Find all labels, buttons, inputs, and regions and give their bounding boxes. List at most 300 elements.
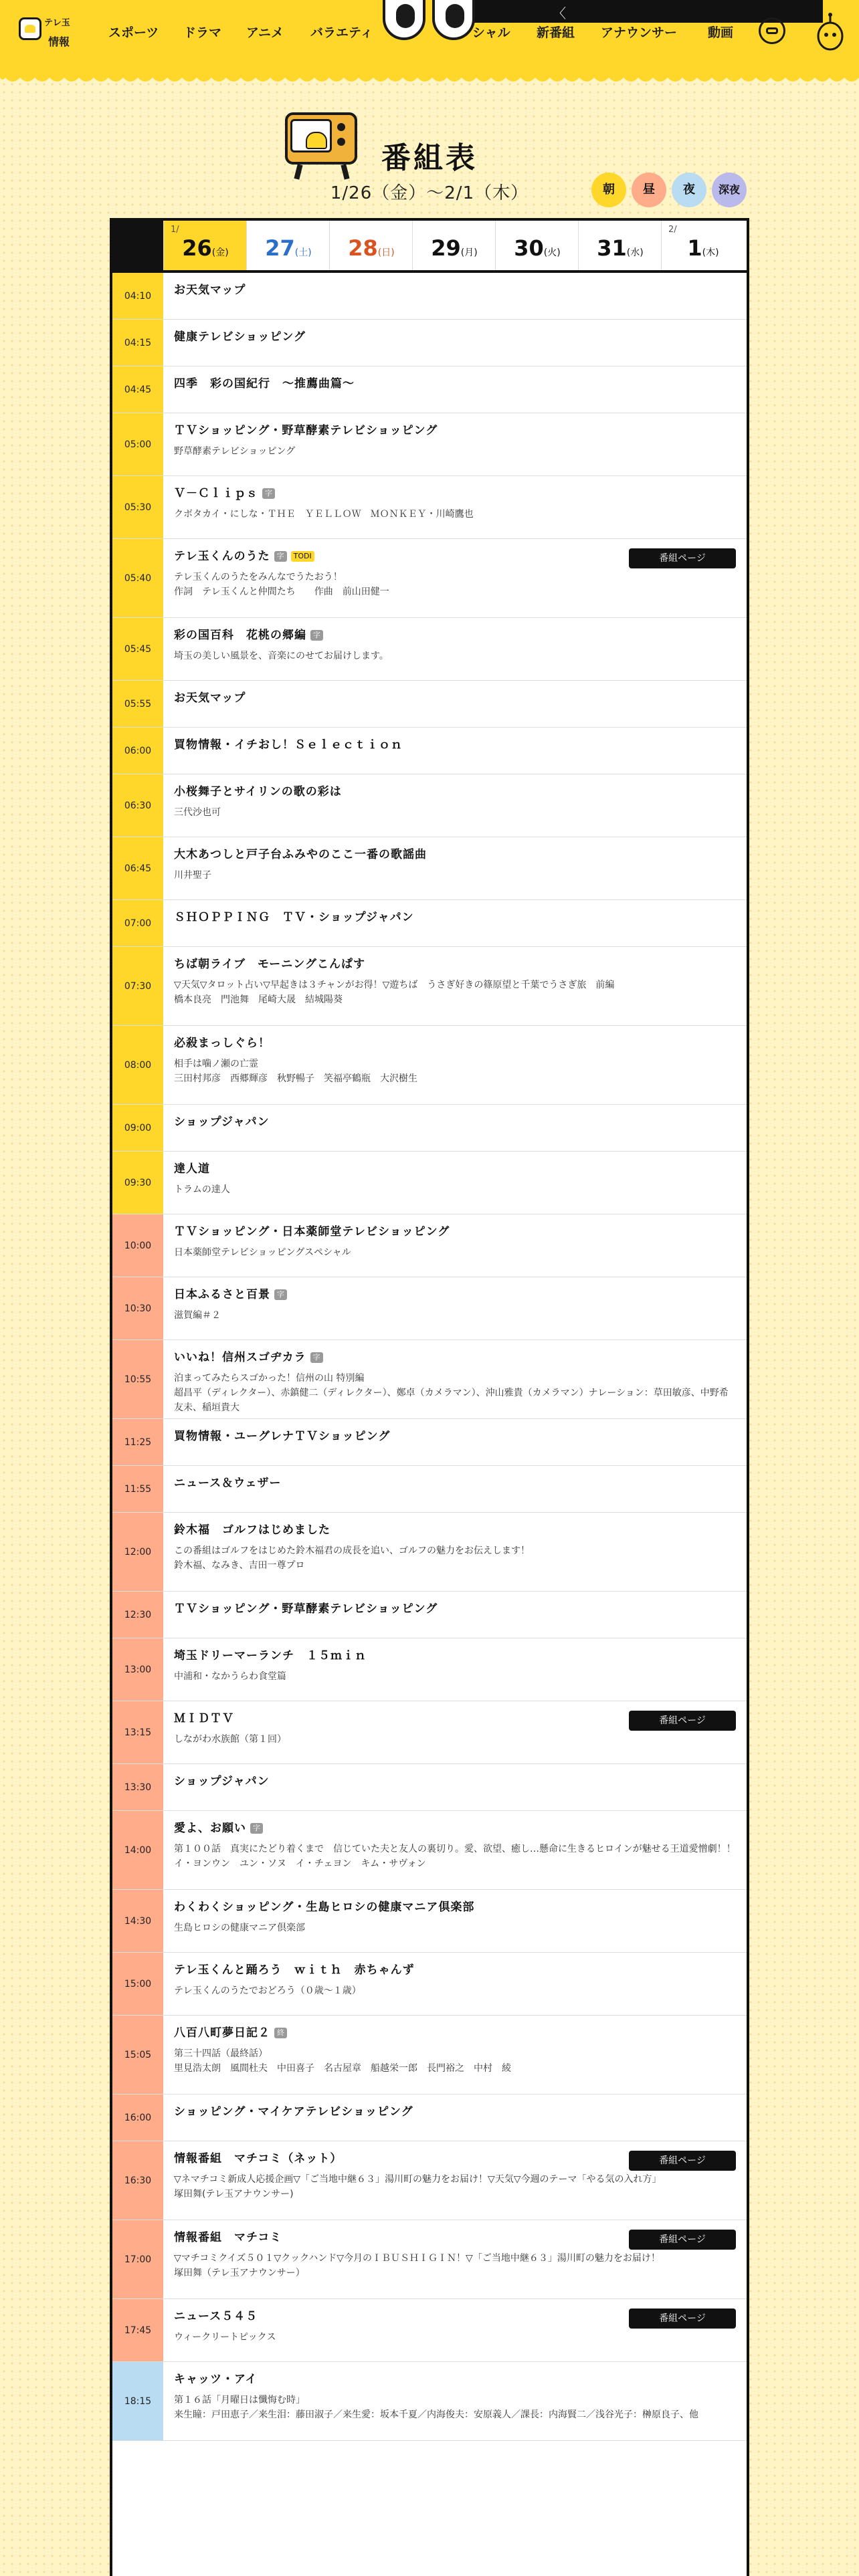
program-description-line: ▽マチコミクイズ５０１▽クックハンド▽今月のＩＢＵＳＨＩＧＩＮ！▽「ご当地中継６３」湯川町の魅力をお届け！ <box>174 2253 660 2264</box>
program-title[interactable] <box>174 784 736 800</box>
program-time <box>112 1811 163 1889</box>
program-row[interactable] <box>112 2220 747 2299</box>
date-tab-26[interactable] <box>163 221 246 270</box>
date-weekday: (火) <box>543 247 561 258</box>
program-body <box>174 1035 736 1086</box>
program-title[interactable] <box>174 486 736 502</box>
program-time <box>112 1214 163 1277</box>
tv-menu-icon[interactable] <box>759 17 785 44</box>
schedule-table <box>110 218 749 2576</box>
program-row[interactable] <box>112 1277 747 1340</box>
program-row[interactable] <box>112 1466 747 1513</box>
date-tab-29[interactable] <box>412 221 495 270</box>
program-title-text: 愛よ、お願い <box>174 1822 246 1835</box>
program-body <box>174 627 736 663</box>
program-title-text: ＴＶショッピング・野草酵素テレビショッピング <box>174 424 438 437</box>
program-row[interactable] <box>112 900 747 947</box>
program-time <box>112 2362 163 2440</box>
program-time-label: 10:00 <box>124 1240 152 1251</box>
program-time-label: 09:00 <box>124 1122 152 1134</box>
program-time-label: 12:00 <box>124 1546 152 1558</box>
program-row[interactable] <box>112 1953 747 2016</box>
banner-prev-icon[interactable]: 〈 <box>553 5 566 21</box>
program-badge: 字 <box>250 1823 263 1834</box>
filter-daytime[interactable]: 昼 <box>632 173 666 207</box>
date-number: 27 <box>265 235 295 261</box>
date-month: 1/ <box>171 225 179 235</box>
program-description <box>174 507 736 522</box>
program-description-line: 日本薬師堂テレビショッピングスペシャル <box>174 1247 351 1258</box>
date-day <box>496 235 579 261</box>
date-weekday: (金) <box>211 247 229 258</box>
site-header <box>0 0 859 78</box>
program-time <box>112 2220 163 2298</box>
program-title-text: ニュース５４５ <box>174 2310 258 2323</box>
program-time <box>112 1026 163 1104</box>
program-body <box>174 2025 736 2076</box>
header-wave <box>0 72 859 91</box>
program-row[interactable] <box>112 774 747 837</box>
date-weekday: (水) <box>626 247 644 258</box>
program-time-label: 11:55 <box>124 1483 152 1495</box>
program-time <box>112 1701 163 1763</box>
program-title-text: 鈴木福 ゴルフはじめました <box>174 1523 330 1537</box>
program-title-text: 健康テレビショッピング <box>174 330 306 344</box>
program-description <box>174 1182 736 1197</box>
program-time-label: 06:45 <box>124 863 152 874</box>
program-body <box>174 847 736 883</box>
date-number: 31 <box>597 235 627 261</box>
program-badge: 字 <box>274 551 287 562</box>
filter-late-night[interactable]: 深夜 <box>712 173 747 207</box>
date-number: 28 <box>348 235 378 261</box>
program-description <box>174 2393 736 2422</box>
program-time-label: 05:45 <box>124 643 152 655</box>
program-description-line: 第三十四話（最終話） <box>174 2048 268 2059</box>
program-title-text: ＴＶショッピング・野草酵素テレビショッピング <box>174 1602 438 1616</box>
date-day <box>164 235 247 261</box>
program-row[interactable] <box>112 2362 747 2441</box>
program-badge: 終 <box>274 2028 287 2038</box>
program-time <box>112 1466 163 1512</box>
program-title-text: お天気マップ <box>174 691 246 705</box>
program-row[interactable] <box>112 1340 747 1419</box>
program-body <box>174 1161 736 1197</box>
program-description <box>174 1308 736 1323</box>
program-time-label: 05:00 <box>124 439 152 450</box>
date-tab-1[interactable] <box>661 221 744 270</box>
date-number: 1 <box>687 235 702 261</box>
program-title[interactable] <box>174 1648 736 1664</box>
program-time-label: 13:00 <box>124 1664 152 1675</box>
program-title[interactable] <box>174 2104 736 2120</box>
program-description-line: テレ玉くんのうたをみんなでうたおう！ <box>174 572 343 582</box>
date-number: 26 <box>182 235 212 261</box>
program-page-button[interactable]: 番組ページ <box>629 2309 736 2329</box>
program-title-text: ニュース＆ウェザー <box>174 1477 282 1490</box>
program-body <box>174 2104 736 2120</box>
date-tab-30[interactable] <box>495 221 578 270</box>
program-time <box>112 900 163 946</box>
program-description <box>174 1543 736 1573</box>
nav-anime[interactable]: アニメ <box>246 25 284 40</box>
program-body <box>174 329 736 345</box>
program-description-line: 来生瞳：戸田恵子／来生泪：藤田淑子／来生愛：坂本千夏／内海俊夫：安原義人／課長：内海賢二／浅谷光子：榊原良子、他 <box>174 2409 698 2420</box>
program-title[interactable] <box>174 690 736 706</box>
date-number: 29 <box>431 235 461 261</box>
program-description <box>174 1669 736 1684</box>
program-body <box>174 1522 736 1573</box>
program-time-label: 11:25 <box>124 1436 152 1448</box>
program-row[interactable] <box>112 1026 747 1105</box>
program-time <box>112 1638 163 1701</box>
program-description <box>174 2046 736 2076</box>
program-time <box>112 1152 163 1214</box>
program-time-label: 06:30 <box>124 800 152 811</box>
date-weekday: (木) <box>702 247 719 258</box>
program-description <box>174 1057 736 1086</box>
date-weekday: (日) <box>377 247 395 258</box>
date-tab-28[interactable] <box>329 221 412 270</box>
program-row[interactable] <box>112 728 747 774</box>
program-title[interactable] <box>174 1035 736 1051</box>
program-title[interactable] <box>174 956 736 972</box>
date-tab-31[interactable] <box>578 221 661 270</box>
program-row[interactable] <box>112 1105 747 1152</box>
program-description <box>174 1245 736 1260</box>
program-time <box>112 837 163 899</box>
nav-announcers[interactable]: アナウンサー <box>601 25 678 40</box>
program-title-text: ＭＩＤＴＶ <box>174 1712 234 1725</box>
program-time <box>112 1105 163 1151</box>
program-body <box>174 784 736 820</box>
filter-morning[interactable]: 朝 <box>591 173 626 207</box>
program-description-line: 相手は噛ノ瀬の亡霊 <box>174 1059 258 1069</box>
date-day <box>413 235 496 261</box>
program-row[interactable] <box>112 1152 747 1214</box>
program-description <box>174 1842 736 1871</box>
program-time <box>112 947 163 1025</box>
program-title[interactable] <box>174 2025 736 2041</box>
program-time <box>112 366 163 413</box>
program-title[interactable] <box>174 423 736 439</box>
program-row[interactable] <box>112 1513 747 1592</box>
program-time-label: 12:30 <box>124 1609 152 1620</box>
program-badge: 字 <box>274 1289 287 1300</box>
program-description <box>174 1371 736 1415</box>
program-row[interactable] <box>112 1419 747 1466</box>
program-row[interactable] <box>112 476 747 539</box>
program-title[interactable] <box>174 1522 736 1538</box>
program-time-label: 15:05 <box>124 2049 152 2060</box>
program-body <box>174 376 736 392</box>
program-title-text: お天気マップ <box>174 284 246 297</box>
program-title[interactable] <box>174 1601 736 1617</box>
logo-tv-icon <box>19 17 41 40</box>
program-description-line: この番組はゴルフをはじめた鈴木福君の成長を追い、ゴルフの魅力をお伝えします！ <box>174 1545 530 1556</box>
program-row[interactable] <box>112 1592 747 1638</box>
program-description-line: 第１００話 真実にたどり着くまで 信じていた夫と友人の裏切り。愛、欲望、癒し…懸命に生きるヒロインが魅せる王道愛憎劇！！ <box>174 1844 736 1854</box>
program-title[interactable] <box>174 1962 736 1978</box>
program-description-line: しながわ水族館（第１回） <box>174 1734 286 1745</box>
program-time-label: 13:30 <box>124 1782 152 1793</box>
program-time <box>112 1277 163 1339</box>
program-body <box>174 1899 736 1935</box>
date-weekday: (土) <box>294 247 312 258</box>
program-time <box>112 618 163 680</box>
nav-videos[interactable]: 動画 <box>708 25 734 40</box>
program-time-label: 10:30 <box>124 1303 152 1314</box>
program-time-label: 16:00 <box>124 2112 152 2123</box>
program-title[interactable] <box>174 627 736 643</box>
program-description-line: ▽天気▽タロット占い▽早起きは３チャンがお得！▽遊ちば うさぎ好きの篠原望と千葉でうさぎ旅 前編 <box>174 980 615 990</box>
program-body <box>174 1287 736 1323</box>
program-time <box>112 320 163 366</box>
date-tab-27[interactable] <box>246 221 329 270</box>
program-title-text: ショッピング・マイケアテレビショッピング <box>174 2105 413 2119</box>
program-time <box>112 1953 163 2015</box>
site-logo[interactable] <box>19 13 80 47</box>
program-time-label: 14:30 <box>124 1915 152 1927</box>
program-time <box>112 1592 163 1638</box>
program-title[interactable] <box>174 1899 736 1915</box>
program-time <box>112 1419 163 1465</box>
program-description-line: 野草酵素テレビショッピング <box>174 446 296 457</box>
nav-drama[interactable]: ドラマ <box>183 25 222 40</box>
program-body <box>174 1475 736 1491</box>
program-description-line: 橋本良亮 門池舞 尾崎大晟 結城陽葵 <box>174 994 343 1005</box>
program-description <box>174 1732 736 1747</box>
program-time-label: 17:45 <box>124 2325 152 2336</box>
program-badge: 字 <box>262 488 275 499</box>
program-description-line: トラムの達人 <box>174 1184 230 1195</box>
program-title[interactable] <box>174 1224 736 1240</box>
program-title-text: 大木あつしと戸子台ふみやのここ一番の歌謡曲 <box>174 848 427 861</box>
program-title[interactable] <box>174 1475 736 1491</box>
program-title-text: Ｖ－Ｃｌｉｐｓ <box>174 487 258 500</box>
program-title[interactable] <box>174 909 736 926</box>
program-body <box>174 737 736 753</box>
program-description-line: 埼玉の美しい風景を、音楽にのせてお届けします。 <box>174 651 389 661</box>
program-body <box>174 282 736 298</box>
program-description-line: ▽ネマチコミ新成人応援企画▽「ご当地中継６３」湯川町の魅力をお届け！▽天気▽今週のテーマ「やる気の入れ方」 <box>174 2174 662 2185</box>
program-row[interactable] <box>112 681 747 728</box>
program-title-text: 必殺まっしぐら！ <box>174 1037 270 1050</box>
program-title-text: 彩の国百科 花桃の郷編 <box>174 629 306 642</box>
program-description-line: 塚田舞(テレ玉アナウンサー) <box>174 2189 294 2199</box>
program-title[interactable] <box>174 1428 736 1444</box>
program-description <box>174 1921 736 1935</box>
nav-new-programs[interactable]: 新番組 <box>537 25 575 40</box>
date-number: 30 <box>514 235 544 261</box>
program-description <box>174 444 736 459</box>
nav-variety[interactable]: バラエティ <box>310 25 373 40</box>
program-description-line: 生島ヒロシの健康マニア倶楽部 <box>174 1923 305 1933</box>
program-title-text: わくわくショッピング・生島ヒロシの健康マニア倶楽部 <box>174 1901 475 1914</box>
program-row[interactable] <box>112 2016 747 2095</box>
program-body <box>174 1224 736 1260</box>
program-time <box>112 476 163 538</box>
program-time-label: 10:55 <box>124 1374 152 1385</box>
program-time-label: 17:00 <box>124 2254 152 2265</box>
program-description-line: クボタカイ・にしな・ＴＨＥ ＹＥＬＬＯＷ ＭＯＮＫＥＹ・川崎鷹也 <box>174 509 474 520</box>
program-row[interactable] <box>112 1811 747 1890</box>
program-time-label: 06:00 <box>124 745 152 756</box>
program-description-line: 泊まってみたらスゴかった！信州の山 特別編 <box>174 1373 365 1384</box>
program-description-line: 塚田舞（テレ玉アナウンサー） <box>174 2268 305 2278</box>
program-body <box>174 690 736 706</box>
program-time-label: 18:15 <box>124 2395 152 2407</box>
program-title-text: 情報番組 マチコミ（ネット） <box>174 2152 343 2165</box>
program-description <box>174 2172 736 2202</box>
program-body <box>174 1774 736 1790</box>
program-title[interactable] <box>174 376 736 392</box>
date-weekday: (月) <box>460 247 478 258</box>
program-body <box>174 1350 736 1415</box>
program-title[interactable] <box>174 1774 736 1790</box>
program-page-button[interactable]: 番組ページ <box>629 2151 736 2171</box>
program-time <box>112 2299 163 2361</box>
program-description-line: 超昌平（ディレクター）、赤鎮健二（ディレクター）、鄭卓（カメラマン）、沖山雅貴（カメラマン）ナレーション：草田敏彦、中野希友未、稲垣貴大 <box>174 1388 729 1413</box>
program-description <box>174 570 736 599</box>
program-badge-todi: TODI <box>291 551 314 562</box>
program-row[interactable] <box>112 618 747 681</box>
program-title[interactable] <box>174 1820 736 1836</box>
program-time <box>112 2016 163 2094</box>
date-range: 1/26（金）〜2/1（木） <box>330 183 529 203</box>
program-body <box>174 1962 736 1998</box>
program-title-text: キャッツ・アイ <box>174 2373 258 2386</box>
program-time-label: 04:45 <box>124 384 152 395</box>
program-page-button[interactable]: 番組ページ <box>629 2230 736 2250</box>
program-time-label: 15:00 <box>124 1978 152 1990</box>
program-title-text: テレ玉くんと踊ろう ｗｉｔｈ 赤ちゃんず <box>174 1963 415 1977</box>
program-row[interactable] <box>112 837 747 900</box>
program-description-line: 作詞 テレ玉くんと仲間たち 作曲 前山田健一 <box>174 586 389 597</box>
program-row[interactable] <box>112 366 747 413</box>
program-title-text: ちば朝ライブ モーニングこんぱす <box>174 958 365 971</box>
program-page-button[interactable]: 番組ページ <box>629 548 736 568</box>
program-body <box>174 1114 736 1130</box>
program-title[interactable] <box>174 1114 736 1130</box>
program-row[interactable] <box>112 1638 747 1701</box>
program-title-text: ショップジャパン <box>174 1115 270 1129</box>
program-description-line: 三田村邦彦 西郷輝彦 秋野暢子 笑福亭鶴瓶 大沢樹生 <box>174 1073 417 1084</box>
program-row[interactable] <box>112 947 747 1026</box>
date-day <box>247 235 330 261</box>
program-time-label: 07:30 <box>124 980 152 992</box>
nav-sports[interactable]: スポーツ <box>108 25 159 40</box>
program-row[interactable] <box>112 273 747 320</box>
program-page-button[interactable]: 番組ページ <box>629 1711 736 1731</box>
program-title[interactable] <box>174 1161 736 1177</box>
program-description-line: 鈴木福、なみき、吉田一尊プロ <box>174 1560 305 1571</box>
program-row[interactable] <box>112 1701 747 1764</box>
date-tabs-corner <box>112 221 163 270</box>
program-time <box>112 681 163 727</box>
program-time-label: 09:30 <box>124 1177 152 1188</box>
program-description-line: イ・ヨンウン ユン・ソヌ イ・チェヨン キム・サヴォン <box>174 1858 426 1869</box>
program-time <box>112 728 163 774</box>
program-time-label: 16:30 <box>124 2175 152 2186</box>
date-tabs <box>112 221 747 273</box>
date-day <box>579 235 662 261</box>
logo-text: テレ玉 <box>44 18 70 28</box>
program-row[interactable] <box>112 2095 747 2141</box>
program-title-text: いいね！信州スゴヂカラ <box>174 1351 306 1364</box>
program-time <box>112 1340 163 1418</box>
program-time-label: 05:55 <box>124 698 152 710</box>
program-title-text: 四季 彩の国紀行 〜推薦曲篇〜 <box>174 377 355 391</box>
program-row[interactable] <box>112 1764 747 1811</box>
program-row[interactable] <box>112 539 747 618</box>
program-row[interactable] <box>112 320 747 366</box>
program-badge: 字 <box>310 630 323 641</box>
program-title-text: 八百八町夢日記２ <box>174 2026 270 2040</box>
program-description-line: 第１６話「月曜日は懺悔む時」 <box>174 2395 305 2405</box>
logo-text-sub: 情報 <box>48 35 70 48</box>
program-time <box>112 1764 163 1810</box>
program-title[interactable] <box>174 329 736 345</box>
program-description-line: 中浦和・なかうらわ食堂篇 <box>174 1671 286 1682</box>
program-title[interactable] <box>174 1287 736 1303</box>
nav-special[interactable]: シャル <box>472 25 510 40</box>
program-time <box>112 1513 163 1591</box>
program-title-text: 情報番組 マチコミ <box>174 2231 282 2244</box>
program-body <box>174 486 736 522</box>
program-title[interactable] <box>174 2371 736 2387</box>
program-time <box>112 413 163 475</box>
program-description <box>174 2330 736 2345</box>
program-title-text: テレ玉くんのうた <box>174 550 270 563</box>
date-day <box>662 235 745 261</box>
program-time <box>112 774 163 837</box>
program-title-text: 買物情報・ユーグレナＴＶショッピング <box>174 1430 391 1443</box>
program-description-line: 川井聖子 <box>174 870 211 881</box>
program-title[interactable] <box>174 282 736 298</box>
program-row[interactable] <box>112 2299 747 2362</box>
program-description <box>174 1983 736 1998</box>
program-time <box>112 1890 163 1952</box>
program-time-label: 04:15 <box>124 337 152 348</box>
program-body <box>174 1820 736 1871</box>
program-time <box>112 2141 163 2220</box>
date-month: 2/ <box>668 225 677 235</box>
program-title-text: ショップジャパン <box>174 1775 270 1788</box>
program-title-text: ＳＨＯＰＰＩＮＧ ＴＶ・ショップジャパン <box>174 911 414 924</box>
program-description <box>174 2251 736 2280</box>
program-body <box>174 2371 736 2422</box>
program-row[interactable] <box>112 1214 747 1277</box>
program-body <box>174 423 736 459</box>
filter-evening[interactable]: 夜 <box>672 173 706 207</box>
program-title[interactable] <box>174 1350 736 1366</box>
program-row[interactable] <box>112 413 747 476</box>
program-row[interactable] <box>112 1890 747 1953</box>
program-title-text: 達人道 <box>174 1162 210 1176</box>
program-time <box>112 539 163 617</box>
program-description <box>174 978 736 1007</box>
mascot-icon[interactable] <box>814 12 847 52</box>
program-description-line: ウィークリートピックス <box>174 2332 276 2343</box>
program-description <box>174 649 736 663</box>
program-row[interactable] <box>112 2141 747 2220</box>
program-time-label: 14:00 <box>124 1844 152 1856</box>
program-title[interactable] <box>174 847 736 863</box>
program-title[interactable] <box>174 737 736 753</box>
program-body <box>174 909 736 926</box>
program-time-label: 05:30 <box>124 502 152 513</box>
